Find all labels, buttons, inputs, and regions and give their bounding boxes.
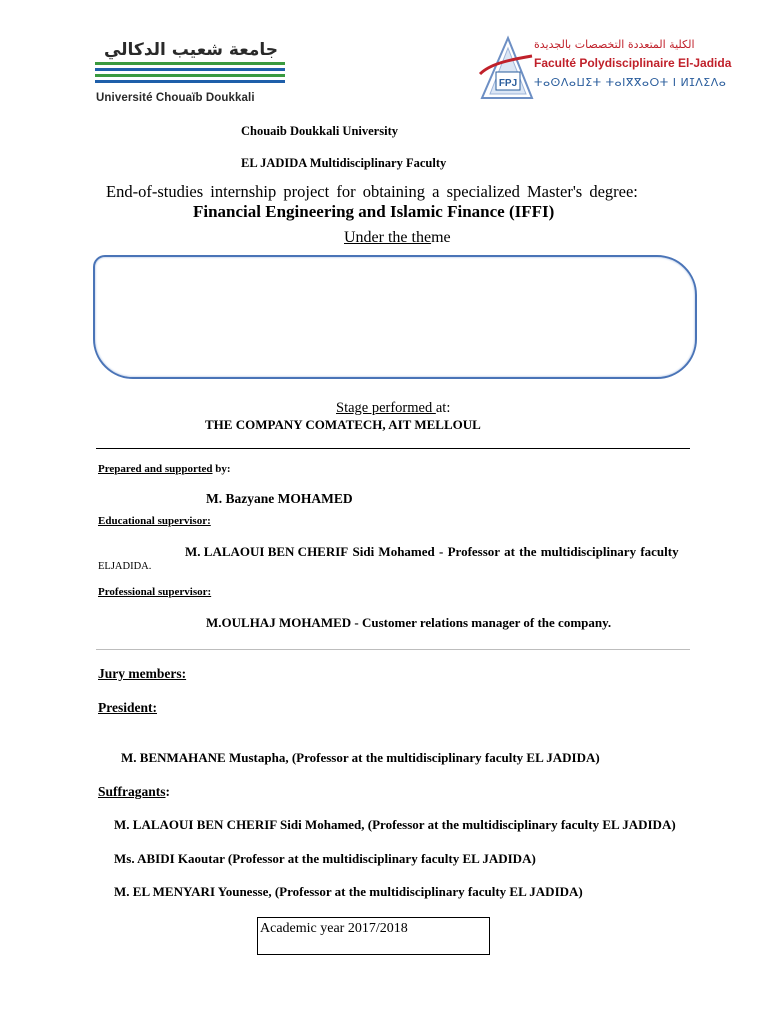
university-logo-arabic-text: جامعة شعيب الدكالي	[103, 40, 279, 60]
theme-label-rest: me	[431, 229, 451, 246]
faculty-emblem-icon	[478, 34, 534, 104]
educational-supervisor-continuation: ELJADIDA.	[98, 561, 152, 572]
suffragant-member: M. EL MENYARI Younesse, (Professor at the multidisciplinary faculty EL JADIDA)	[114, 884, 583, 899]
suffragant-member: M. LALAOUI BEN CHERIF Sidi Mohamed, (Professor at the multidisciplinary faculty EL JADIDA)	[114, 817, 676, 832]
prepared-label	[98, 463, 231, 475]
suffragants-label-underlined: Suffragants	[98, 784, 166, 799]
suffragants-label	[98, 784, 170, 800]
academic-year: Academic year 2017/2018	[260, 921, 408, 936]
president-name: M. BENMAHANE Mustapha, (Professor at the multidisciplinary faculty EL JADIDA)	[121, 750, 600, 765]
logo-stripe	[95, 80, 285, 83]
faculty-logo-arabic-text: الكلية المتعددة التخصصات بالجديدة	[534, 38, 695, 51]
prepared-label-underlined: Prepared and supported	[98, 463, 213, 475]
educational-supervisor-detail: Sidi Mohamed - Professor at the multidisciplinary faculty	[348, 544, 679, 559]
faculty-logo-tifinagh-text: ⵜⴰⵙⴷⴰⵡⵉⵜ ⵜⴰⵏⴳⴳⴰⵔⵜ ⵏ ⵍⵊⴷⵉⴷⴰ	[534, 76, 727, 89]
divider	[96, 649, 690, 650]
educational-supervisor-label: Educational supervisor:	[98, 515, 211, 527]
faculty-monogram: FPJ	[498, 78, 518, 89]
faculty-logo	[478, 34, 732, 108]
stage-label-rest: at:	[435, 400, 451, 416]
jury-label: Jury members:	[98, 666, 187, 681]
theme-label-underlined: Under the the	[344, 229, 432, 246]
stage-label-underlined: Stage performed	[336, 400, 436, 416]
master-title: Financial Engineering and Islamic Finance (IFFI)	[193, 202, 555, 221]
educational-supervisor-name: M. LALAOUI BEN CHERIF	[185, 544, 349, 559]
educational-supervisor	[185, 544, 679, 560]
project-description: End-of-studies internship project for obtaining a specialized Master's degree:	[106, 182, 638, 201]
logo-stripe	[95, 74, 285, 77]
professional-supervisor	[206, 615, 611, 631]
professional-supervisor-detail: - Customer relations manager of the company.	[351, 615, 612, 630]
theme-label	[344, 229, 451, 247]
university-name: Chouaib Doukkali University	[241, 124, 398, 138]
student-name: M. Bazyane MOHAMED	[206, 491, 353, 506]
president-label: President:	[98, 700, 157, 715]
professional-supervisor-label: Professional supervisor:	[98, 586, 212, 598]
faculty-logo-latin-text: Faculté Polydisciplinaire El-Jadida	[534, 56, 732, 70]
company-name: THE COMPANY COMATECH, AIT MELLOUL	[205, 417, 481, 432]
stage-label	[336, 400, 450, 417]
theme-box	[93, 255, 697, 379]
divider	[96, 448, 690, 449]
professional-supervisor-name: M.OULHAJ MOHAMED	[206, 615, 352, 630]
logo-stripe	[95, 68, 285, 71]
logo-stripe	[95, 62, 285, 65]
suffragants-colon: :	[165, 784, 171, 799]
suffragant-member: Ms. ABIDI Kaoutar (Professor at the multidisciplinary faculty EL JADIDA)	[114, 851, 536, 866]
prepared-label-rest: by:	[212, 463, 231, 475]
faculty-name: EL JADIDA Multidisciplinary Faculty	[241, 156, 447, 170]
academic-year-box	[257, 917, 490, 955]
university-logo	[95, 40, 290, 106]
university-logo-latin-text: Université Chouaïb Doukkali	[96, 92, 255, 104]
